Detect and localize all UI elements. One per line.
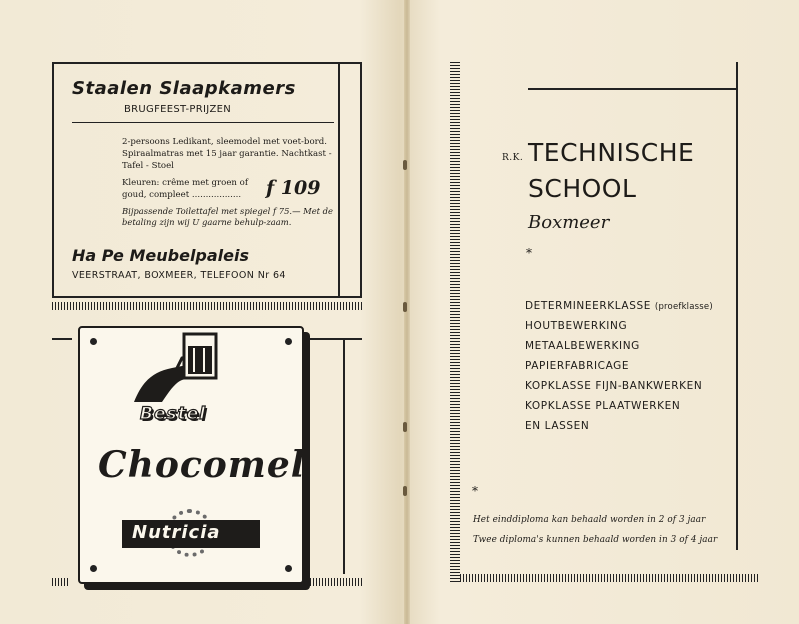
frame-line: [736, 62, 738, 550]
divider: [72, 122, 334, 123]
school-title-line-2: SCHOOL: [528, 174, 637, 203]
ad-extra-offer: Bijpassende Toilettafel met spiegel f 75.— Met de betaling zijn wij U gaarne behulp-zaam.: [122, 206, 333, 227]
course-item: [525, 300, 713, 312]
rivet: [90, 565, 97, 572]
course-name: EN LASSEN: [525, 420, 590, 432]
frame-line: [305, 338, 362, 340]
book-gutter: [404, 0, 410, 624]
rivet: [285, 565, 292, 572]
brand-name: Nutricia: [132, 522, 221, 543]
chocomel-advertisement: [78, 326, 304, 584]
rivet: [285, 338, 292, 345]
course-item: [525, 420, 589, 432]
hatched-rule: [307, 578, 362, 586]
course-item: [525, 400, 680, 412]
hatched-rule: [52, 302, 362, 310]
shop-name: Ha Pe Meubelpaleis: [72, 246, 250, 265]
frame-line: [343, 338, 345, 574]
frame-line: [528, 88, 738, 90]
course-name: METAALBEWERKING: [525, 340, 640, 352]
border-rule: [338, 64, 340, 298]
hatched-border: [450, 62, 460, 582]
staple: [403, 160, 407, 170]
frame-line: [52, 338, 72, 340]
course-item: [525, 320, 627, 332]
course-item: [525, 360, 629, 372]
staple: [403, 302, 407, 312]
school-title-line-1: TECHNISCHE: [528, 138, 695, 167]
course-item: [525, 380, 702, 392]
furniture-advertisement: [52, 62, 362, 298]
staple: [403, 486, 407, 496]
rivet: [90, 338, 97, 345]
school-prefix: R.K.: [502, 153, 524, 163]
product-name: Chocomel: [98, 444, 306, 486]
star-ornament: *: [526, 246, 532, 260]
diploma-note: Twee diploma's kunnen behaald worden in 3 of 4 jaar: [473, 535, 718, 545]
ad-price: f 109: [266, 177, 321, 199]
staple: [403, 422, 407, 432]
hatched-rule: [52, 578, 70, 586]
course-note: (proefklasse): [654, 302, 713, 312]
course-name: KOPKLASSE FIJN-BANKWERKEN: [525, 380, 703, 392]
school-place: Boxmeer: [528, 212, 610, 233]
star-ornament: *: [472, 484, 478, 498]
ad-subtitle: BRUGFEEST-PRIJZEN: [124, 104, 232, 115]
hand-with-glass-icon: [132, 332, 222, 404]
shop-address: VEERSTRAAT, BOXMEER, TELEFOON Nr 64: [72, 270, 286, 281]
hatched-border: [460, 574, 758, 582]
ad-slogan: Bestel: [140, 404, 207, 424]
diploma-note: Het einddiploma kan behaald worden in 2 of 3 jaar: [473, 515, 706, 525]
course-name: PAPIERFABRICAGE: [525, 360, 630, 372]
ad-title: Staalen Slaapkamers: [72, 78, 296, 99]
ad-description: 2-persoons Ledikant, sleemodel met voet-bord. Spiraalmatras met 15 jaar garantie. Nachtkast - Tafel - Stoel: [122, 137, 332, 171]
course-name: KOPKLASSE PLAATWERKEN: [525, 400, 681, 412]
course-name: HOUTBEWERKING: [525, 320, 628, 332]
ad-colors: Kleuren: crême met groen of goud, compleet ..................: [122, 178, 249, 200]
course-item: [525, 340, 640, 352]
course-name: DETERMINEERKLASSE: [525, 300, 651, 312]
